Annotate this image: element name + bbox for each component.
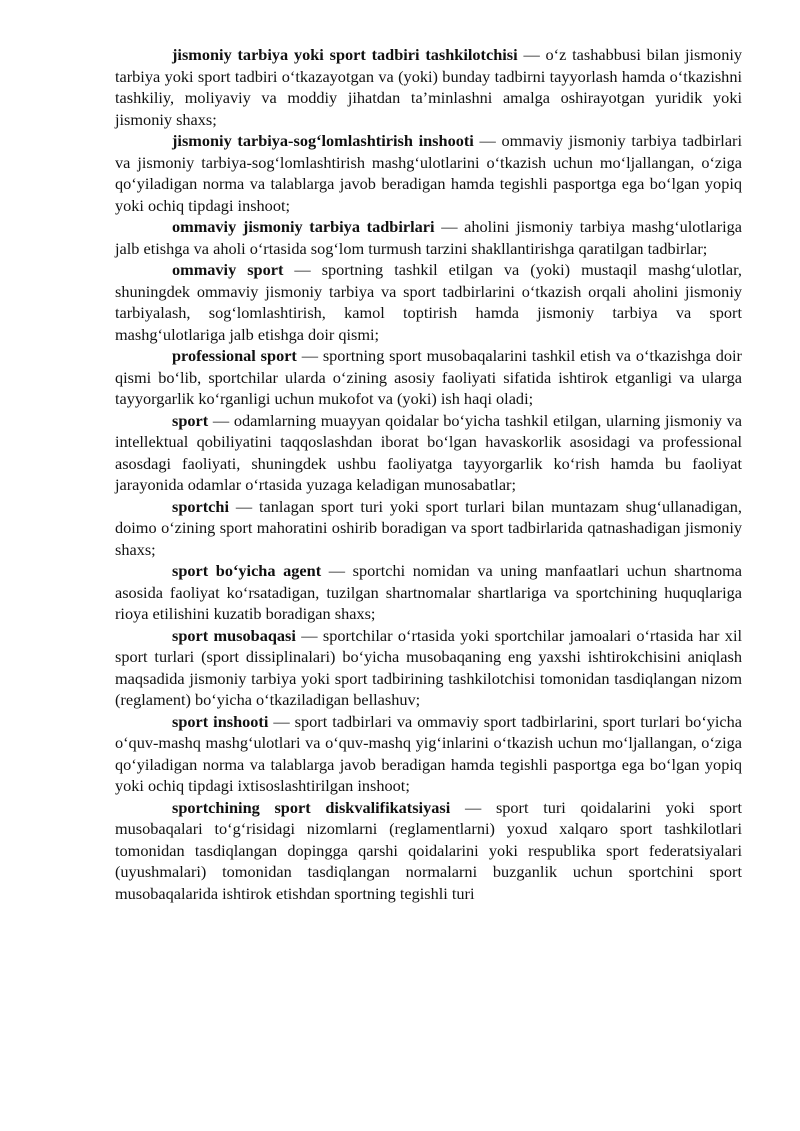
definition-term: sport xyxy=(172,410,209,430)
definition-text: — sportchilar o‘rtasida yoki sportchilar jamoalari o‘rtasida har xil sport turlari (sport dissiplinalari) bo‘yicha musobaqaning eng yaxshi ishtirokchisini aniqlash maqsadida jismoniy tarbiya yoki sport tadbirining tashkilotchisi tomonidan tasdiqlangan nizom (reglament) bo‘yicha o‘tkaziladigan bellashuv; xyxy=(115,625,742,709)
definition-paragraph xyxy=(115,130,742,216)
definition-paragraph xyxy=(115,345,742,410)
definition-term: jismoniy tarbiya-sog‘lomlashtirish inshooti xyxy=(172,131,474,150)
definition-term: sport musobaqasi xyxy=(172,625,296,645)
definition-paragraph xyxy=(115,496,742,561)
definition-term: ommaviy sport xyxy=(172,260,284,279)
definition-text: — odamlarning muayyan qoidalar bo‘yicha tashkil etilgan, ularning jismoniy va intellektual qobiliyatini taqqoslashdan iborat bo‘lgan havaskorlik asosidagi va professional asosdagi faoliyati, shuningdek ushbu faoliyatga tayyorgarlik ko‘rish hamda bu faoliyat jarayonida odamlar o‘rtasida yuzaga keladigan munosabatlar; xyxy=(115,410,742,494)
definition-text: — o‘z tashabbusi bilan jismoniy tarbiya yoki sport tadbiri o‘tkazayotgan va (yoki) bunday tadbirni tayyorlash hamda o‘tkazishni tashkiliy, moliyaviy va moddiy jihatdan ta’minlashni amalga oshirayotgan yuridik yoki jismoniy shaxs; xyxy=(115,45,742,129)
definition-term: professional sport xyxy=(172,346,297,365)
definition-paragraph xyxy=(115,259,742,345)
definition-paragraph xyxy=(115,711,742,797)
definition-text: — aholini jismoniy tarbiya mashg‘ulotlariga jalb etishga va aholi o‘rtasida sog‘lom turmush tarzini shakllantirishga qaratilgan tadbirlar; xyxy=(115,217,743,258)
definition-text: — sportning sport musobaqalarini tashkil etish va o‘tkazishga doir qismi bo‘lib, sportchilar ularda o‘zining asosiy faoliyati sifatida ishtirok etganligi va ularga tayyorgarlik ko‘rganligi uchun mukofot va (yoki) ish haqi oladi; xyxy=(115,346,742,408)
definition-paragraph xyxy=(115,216,742,259)
definition-paragraph xyxy=(115,797,742,905)
definition-text: — tanlagan sport turi yoki sport turlari bilan muntazam shug‘ullanadigan, doimo o‘zining sport mahoratini oshirib boradigan va sport tadbirlarida qatnashadigan jismoniy shaxs; xyxy=(115,496,742,559)
definition-paragraph xyxy=(115,44,742,130)
definition-paragraph xyxy=(115,625,742,711)
definition-text: — sport tadbirlari va ommaviy sport tadbirlarini, sport turlari bo‘yicha o‘quv-mashq mashg‘ulotlari va o‘quv-mashq yig‘inlarini o‘tkazish uchun mo‘ljallangan, o‘ziga qo‘yiladigan norma va talablarga javob beradigan hamda tegishli pasportga ega bo‘lgan yopiq yoki ochiq tipdagi ixtisoslashtirilgan inshoot; xyxy=(115,711,742,795)
definition-term: sport inshooti xyxy=(172,711,269,731)
definition-text: — sportchi nomidan va uning manfaatlari uchun shartnoma asosida faoliyat ko‘rsatadigan, tuzilgan shartnomalar shartlariga va sportchining huquqlariga rioya etilishini kuzatib boradigan shaxs; xyxy=(115,561,742,623)
document-page xyxy=(115,44,742,904)
definition-text: — ommaviy jismoniy tarbiya tadbirlari va jismoniy tarbiya-sog‘lomlashtirish mashg‘ulotlarini o‘tkazish uchun mo‘ljallangan, o‘ziga qo‘yiladigan norma va talablarga javob beradigan hamda tegishli pasportga ega bo‘lgan yopiq yoki ochiq tipdagi inshoot; xyxy=(115,131,742,215)
definition-paragraph xyxy=(115,560,742,625)
definition-text: — sportning tashkil etilgan va (yoki) mustaqil mashg‘ulotlar, shuningdek ommaviy jismoniy tarbiya va sport tadbirlarini o‘tkazish orqali aholini jismoniy tarbiyalash, sog‘lomlashtirish, kamol toptirish hamda jismoniy tarbiya va sport mashg‘ulotlariga jalb etishga doir qismi; xyxy=(115,260,743,344)
definition-term: jismoniy tarbiya yoki sport tadbiri tashkilotchisi xyxy=(172,45,518,64)
definition-text: — sport turi qoidalarini yoki sport musobaqalari to‘g‘risidagi nizomlarni (reglamentlarni) yoxud xalqaro sport tashkilotlari tomonidan tasdiqlangan dopingga qarshi qoidalarini yoki respublika sport federatsiyalari (uyushmalari) tomonidan tasdiqlangan normalarni buzganlik uchun sportchini sport musobaqalarida ishtirok etishdan sportning tegishli turi xyxy=(115,797,742,903)
definition-term: sportchining sport diskvalifikatsiyasi xyxy=(172,797,451,817)
definition-term: ommaviy jismoniy tarbiya tadbirlari xyxy=(172,217,435,236)
definition-term: sportchi xyxy=(172,496,229,516)
definition-paragraph xyxy=(115,410,742,496)
definition-term: sport bo‘yicha agent xyxy=(172,561,322,580)
